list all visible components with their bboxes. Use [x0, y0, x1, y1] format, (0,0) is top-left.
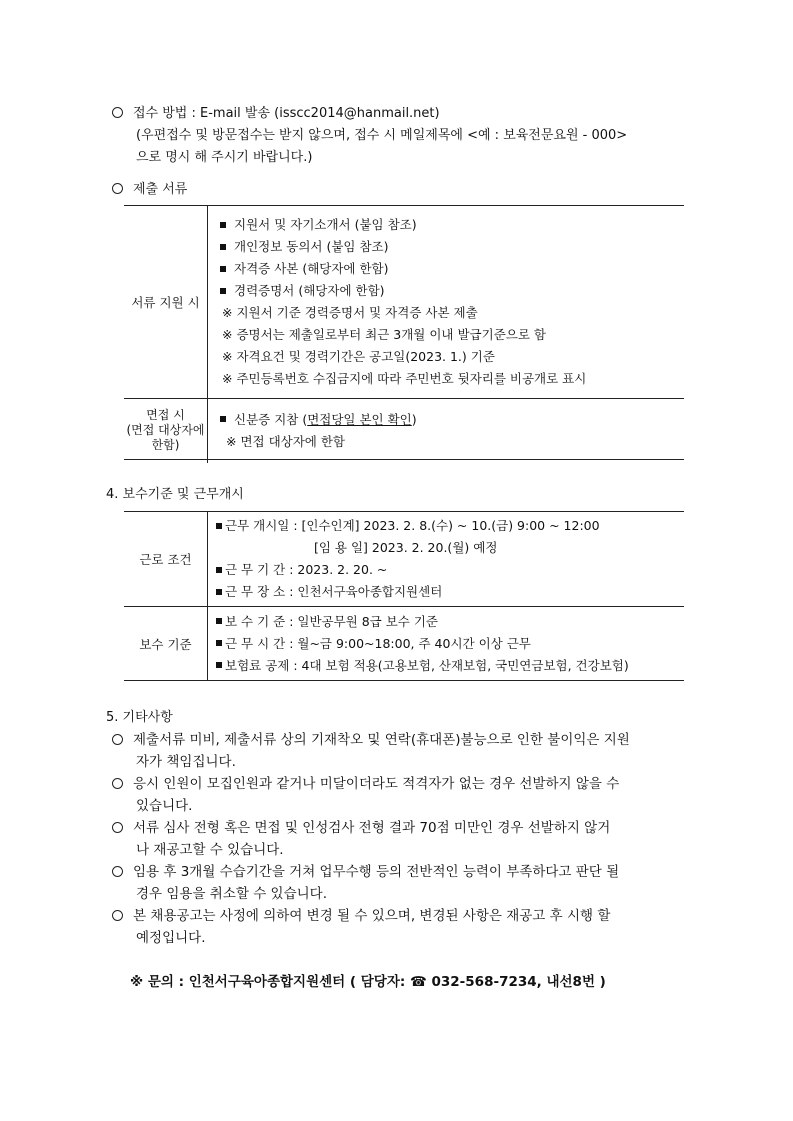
section5-item: 응시 인원이 모집인원과 같거나 미달이더라도 적격자가 없는 경우 선발하지 않을 수 있습니다.: [112, 773, 692, 817]
square-bullet-icon: [216, 662, 222, 668]
docs-note: ※ 주민등록번호 수집금지에 따라 주민번호 뒷자리를 비공개로 표시: [222, 371, 587, 386]
section5-title: 5. 기타사항: [106, 710, 173, 725]
docs-row-label: 서류 지원 시: [124, 206, 208, 399]
docs-row-content: [208, 206, 685, 399]
square-bullet-icon: [216, 567, 222, 573]
circle-bullet-icon: [112, 822, 123, 833]
square-bullet-icon: [216, 618, 222, 624]
contact-line: ※ 문의 : 인천서구육아종합지원센터 ( 담당자: ☎ 032-568-7234, 내선8번 ): [130, 974, 606, 990]
pay-row-salary: [124, 607, 684, 681]
docs-item: 자격증 사본 (해당자에 한함): [220, 258, 684, 280]
section5-item: 본 채용공고는 사정에 의하여 변경 될 수 있으며, 변경된 사항은 재공고 후 시행 할 예정입니다.: [112, 905, 692, 949]
pay-item: 근무 개시일 : [인수인계] 2023. 2. 8.(수) ~ 10.(금) 9:00 ~ 12:00: [216, 515, 684, 537]
square-bullet-icon: [216, 640, 222, 646]
circle-bullet-icon: [112, 734, 123, 745]
circle-bullet-icon: [112, 107, 123, 118]
pay-item: 보험료 공제 : 4대 보험 적용(고용보험, 산재보험, 국민연금보험, 건강보험): [216, 655, 684, 677]
docs-note: ※ 자격요건 및 경력기간은 공고일(2023. 1.) 기준: [222, 349, 495, 364]
docs-note: ※ 면접 대상자에 한함: [226, 433, 345, 449]
section5-list: [112, 729, 692, 949]
docs-table-bottom-rule: [124, 459, 684, 460]
circle-bullet-icon: [112, 910, 123, 921]
docs-item: 경력증명서 (해당자에 한함): [220, 280, 684, 302]
pay-item: 근 무 기 간 : 2023. 2. 20. ~: [216, 559, 684, 581]
section5-item: 서류 심사 전형 혹은 면접 및 인성검사 전형 결과 70점 미만인 경우 선발하지 않거 나 재공고할 수 있습니다.: [112, 817, 692, 861]
docs-row-content: [208, 399, 685, 463]
method-note-2: 으로 명시 해 주시기 바랍니다.): [136, 150, 313, 165]
docs-item: 신분증 지참 (면접당일 본인 확인): [220, 409, 684, 431]
square-bullet-icon: [220, 244, 226, 250]
docs-title: 제출 서류: [133, 182, 188, 197]
pay-item: 근 무 장 소 : 인천서구육아종합지원센터: [216, 581, 684, 603]
method-title: 접수 방법 : E-mail 발송 (isscc2014@hanmail.net): [133, 106, 440, 121]
docs-row-label: 면접 시 (면접 대상자에 한함): [124, 399, 208, 463]
pay-table-bottom-rule: [124, 680, 684, 681]
square-bullet-icon: [220, 222, 226, 228]
square-bullet-icon: [220, 266, 226, 272]
method-line: [112, 104, 440, 124]
pay-row-content: [208, 512, 685, 607]
section4-title: 4. 보수기준 및 근무개시: [106, 487, 244, 502]
docs-row-application: [124, 206, 684, 399]
pay-row-content: [208, 607, 685, 681]
docs-item: 지원서 및 자기소개서 (붙임 참조): [220, 214, 684, 236]
pay-row-work-conditions: [124, 512, 684, 607]
docs-table: [124, 206, 684, 463]
pay-item: 근 무 시 간 : 월~금 9:00~18:00, 주 40시간 이상 근무: [216, 633, 684, 655]
square-bullet-icon: [220, 288, 226, 294]
docs-note: ※ 지원서 기준 경력증명서 및 자격증 사본 제출: [222, 305, 478, 320]
docs-item: 개인정보 동의서 (붙임 참조): [220, 236, 684, 258]
docs-note: ※ 증명서는 제출일로부터 최근 3개월 이내 발급기준으로 함: [222, 327, 546, 342]
section5-item: 제출서류 미비, 제출서류 상의 기재착오 및 연락(휴대폰)불능으로 인한 불이익은 지원 자가 책임집니다.: [112, 729, 692, 773]
pay-table: [124, 512, 684, 681]
circle-bullet-icon: [112, 183, 123, 194]
pay-row-label: 보수 기준: [124, 607, 208, 681]
method-note-1: (우편접수 및 방문접수는 받지 않으며, 접수 시 메일제목에 <예 : 보육전문요원 - 000>: [136, 128, 628, 143]
circle-bullet-icon: [112, 778, 123, 789]
square-bullet-icon: [216, 523, 222, 529]
circle-bullet-icon: [112, 866, 123, 877]
pay-item: 보 수 기 준 : 일반공무원 8급 보수 기준: [216, 611, 684, 633]
pay-item: [임 용 일] 2023. 2. 20.(월) 예정: [314, 540, 498, 555]
square-bullet-icon: [216, 589, 222, 595]
section5-item: 임용 후 3개월 수습기간을 거쳐 업무수행 등의 전반적인 능력이 부족하다고 판단 될 경우 임용을 취소할 수 있습니다.: [112, 861, 692, 905]
pay-row-label: 근로 조건: [124, 512, 208, 607]
docs-row-interview: [124, 399, 684, 463]
square-bullet-icon: [220, 416, 226, 422]
docs-heading: [112, 180, 187, 200]
